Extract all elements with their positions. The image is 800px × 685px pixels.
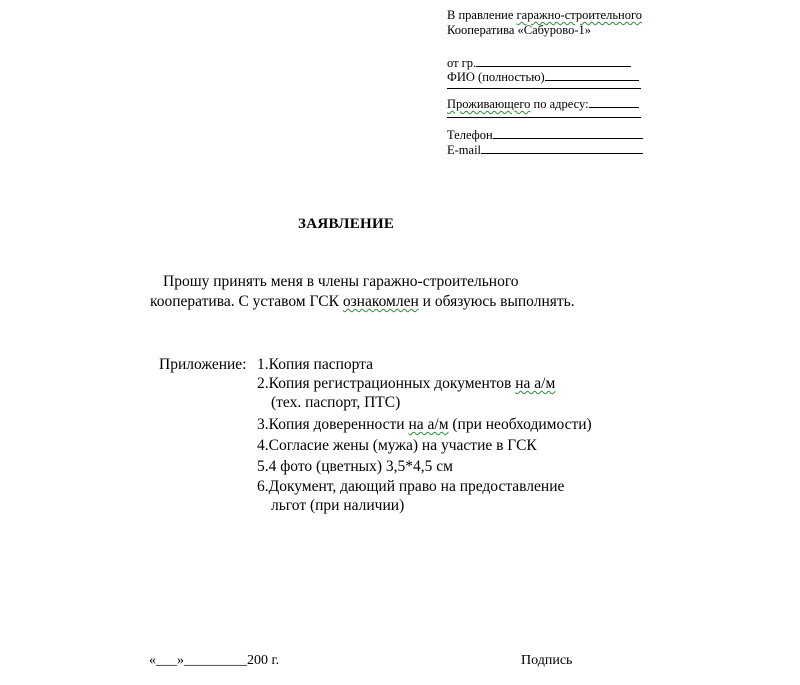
attachment-item-1: 1.Копия паспорта xyxy=(257,356,374,373)
header-addressee-prefix: В правление xyxy=(447,8,517,22)
body-line-2 xyxy=(150,292,575,311)
footer-signature-label: Подпись xyxy=(521,653,573,668)
attachment-item-2 xyxy=(257,374,555,393)
header-phone-label: Телефон xyxy=(447,128,493,142)
body-line-2-post: и обязуюсь выполнять. xyxy=(418,293,575,310)
attachment-item-2-continuation: (тех. паспорт, ПТС) xyxy=(271,394,401,411)
header-address-field xyxy=(447,95,639,112)
attachment-item-4: 4.Согласие жены (мужа) на участие в ГСК xyxy=(257,437,537,454)
attachment-item-3-pre: 3.Копия доверенности xyxy=(257,416,409,433)
attachment-item-3-post: (при необходимости) xyxy=(448,416,592,433)
header-addressee-cooperative-type: гаражно-строительного xyxy=(516,8,643,22)
body-line-1: Прошу принять меня в члены гаражно-строительного xyxy=(163,273,519,290)
header-email-label: E-mail xyxy=(447,143,482,157)
body-line-2-acquainted: ознакомлен xyxy=(342,293,419,310)
header-from-label: от гр. xyxy=(447,56,477,70)
attachment-item-6-continuation: льгот (при наличии) xyxy=(271,497,405,514)
header-from-line xyxy=(476,54,631,67)
header-email-line xyxy=(481,141,643,154)
attachment-item-3-auto: на а/м xyxy=(408,416,449,433)
body-line-2-pre: кооператива. С уставом ГСК xyxy=(150,293,343,310)
header-email-field xyxy=(447,141,643,158)
attachment-item-3 xyxy=(257,415,592,434)
header-fio-field xyxy=(447,68,639,85)
header-address-label-rest: по адресу: xyxy=(530,97,589,111)
attachment-item-5: 5.4 фото (цветных) 3,5*4,5 см xyxy=(257,458,453,475)
attachment-item-6: 6.Документ, дающий право на предоставление xyxy=(257,478,565,495)
footer-date: «___»_________200 г. xyxy=(149,653,280,668)
header-blank-rule-2 xyxy=(447,117,641,118)
document-title: ЗАЯВЛЕНИЕ xyxy=(298,216,395,232)
header-addressee-line2: Кооператива «Сабурово-1» xyxy=(447,23,591,37)
header-addressee-line1 xyxy=(447,8,642,23)
header-address-label-word: Проживающего xyxy=(447,97,531,111)
header-fio-label: ФИО (полностью) xyxy=(447,70,545,84)
header-fio-line xyxy=(545,68,639,81)
attachments-label: Приложение: xyxy=(159,356,247,373)
attachment-item-2-auto: на а/м xyxy=(515,375,556,392)
attachment-item-2-pre: 2.Копия регистрационных документов xyxy=(257,375,516,392)
header-phone-line xyxy=(493,126,643,139)
header-address-line xyxy=(589,95,639,108)
header-blank-rule-1 xyxy=(447,88,641,89)
